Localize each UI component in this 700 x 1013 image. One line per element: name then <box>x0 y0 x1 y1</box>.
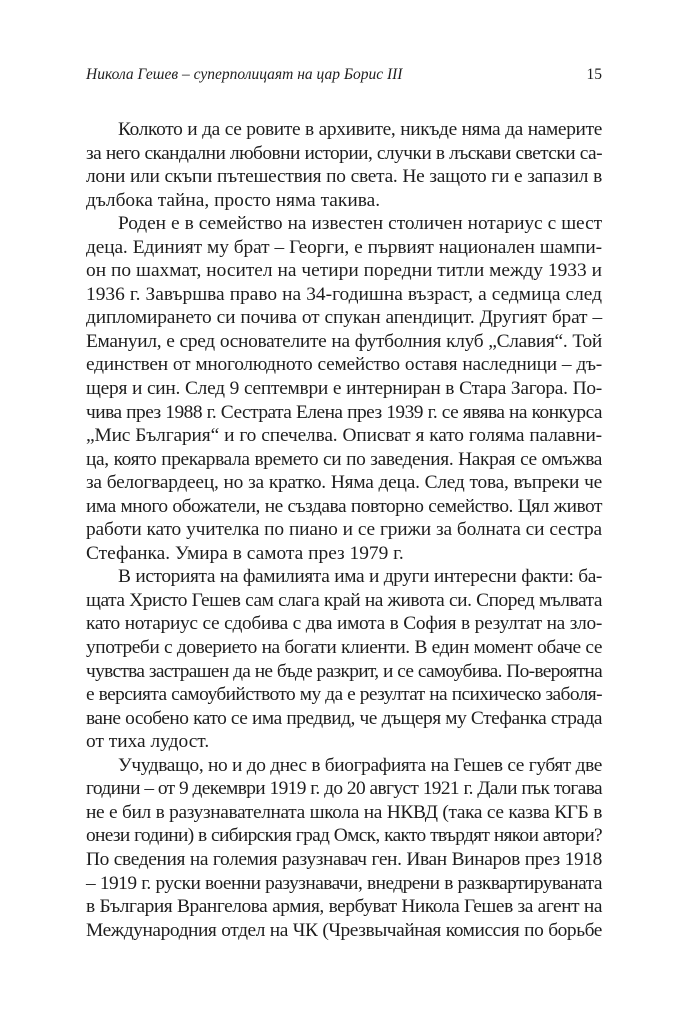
text-line: като нотариус се сдобива с два имота в София в резултат на зло- <box>86 613 602 635</box>
text-line: Учудващо, но и до днес в биографията на Гешев се губят две <box>118 754 602 776</box>
text-line: не е бил в разузнавателната школа на НКВД (така се казва КГБ в <box>86 801 602 823</box>
text-line: години – от 9 декември 1919 г. до 20 август 1921 г. Дали пък тогава <box>86 778 602 800</box>
text-line: деца. Единият му брат – Георги, е първият национален шампи- <box>86 236 602 258</box>
paragraph <box>86 212 602 565</box>
body-text <box>86 118 602 942</box>
text-line: щата Христо Гешев сам слага край на живота си. Според мълвата <box>86 589 602 611</box>
text-line: лони или скъпи пътешествия по света. Не защото ги е запазил в <box>86 166 602 188</box>
text-line: Международния отдел на ЧК (Чрезвычайная комиссия по борьбе <box>86 919 602 941</box>
text-line: он по шахмат, носител на четири поредни титли между 1933 и <box>86 260 602 282</box>
text-line: ване особено като се има предвид, че дъщеря му Стефанка страда <box>86 707 602 729</box>
text-line: употреби с доверието на богати клиенти. В един момент обаче се <box>86 637 602 659</box>
text-line: щеря и син. След 9 септември е интерниран в Стара Загора. По- <box>86 378 602 400</box>
text-line: в България Врангелова армия, вербуват Никола Гешев за агент на <box>86 896 602 918</box>
text-line: е версията самоубийството му да е резултат на психическо заболя- <box>86 684 602 706</box>
text-line: чива през 1988 г. Сестрата Елена през 1939 г. се явява на конкурса <box>86 401 602 423</box>
text-line: за белогвардеец, но за кратко. Няма деца. След това, въпреки че <box>86 472 602 494</box>
paragraph <box>86 754 602 942</box>
running-head <box>86 64 602 86</box>
text-line: ца, която прекарвала времето си по заведения. Накрая се омъжва <box>86 448 602 470</box>
running-title: Никола Гешев – суперполицаят на цар Борис III <box>86 66 403 83</box>
text-line: Емануил, е сред основателите на футболния клуб „Славия“. Той <box>86 330 602 352</box>
text-line: работи като учителка по пиано и се грижи за болната си сестра <box>86 519 602 541</box>
text-line: – 1919 г. руски военни разузнавачи, внедрени в разквартируваната <box>86 872 602 894</box>
text-line: 1936 г. Завършва право на 34-годишна възраст, а седмица след <box>86 283 602 305</box>
text-line: за него скандални любовни истории, случки в лъскави светски са- <box>86 142 602 164</box>
text-line: „Мис България“ и го спечелва. Описват я като голяма палавни- <box>86 425 602 447</box>
text-line: В историята на фамилията има и други интересни факти: ба- <box>118 566 602 588</box>
text-line: онези години) в сибирския град Омск, както твърдят някои автори? <box>86 825 602 847</box>
text-line: По сведения на големия разузнавач ген. Иван Винаров през 1918 <box>86 848 602 870</box>
text-line: Колкото и да се ровите в архивите, никъде няма да намерите <box>118 119 602 140</box>
text-line: от тиха лудост. <box>86 731 210 753</box>
page-number: 15 <box>586 66 602 83</box>
text-line: Стефанка. Умира в самота през 1979 г. <box>86 542 404 564</box>
text-line: единствен от многолюдното семейство оставя наследници – дъ- <box>86 354 602 376</box>
text-line: дипломирането си почива от спукан апендицит. Другият брат – <box>86 307 602 329</box>
text-line: има много обожатели, не създава повторно семейство. Цял живот <box>86 495 602 517</box>
text-line: дълбока тайна, просто няма такива. <box>86 189 381 211</box>
text-line: Роден е в семейство на известен столичен нотариус с шест <box>118 213 602 235</box>
text-line: чувства застрашен да не бъде разкрит, и се самоубива. По-вероятна <box>86 660 602 682</box>
paragraph <box>86 118 602 212</box>
paragraph <box>86 565 602 753</box>
